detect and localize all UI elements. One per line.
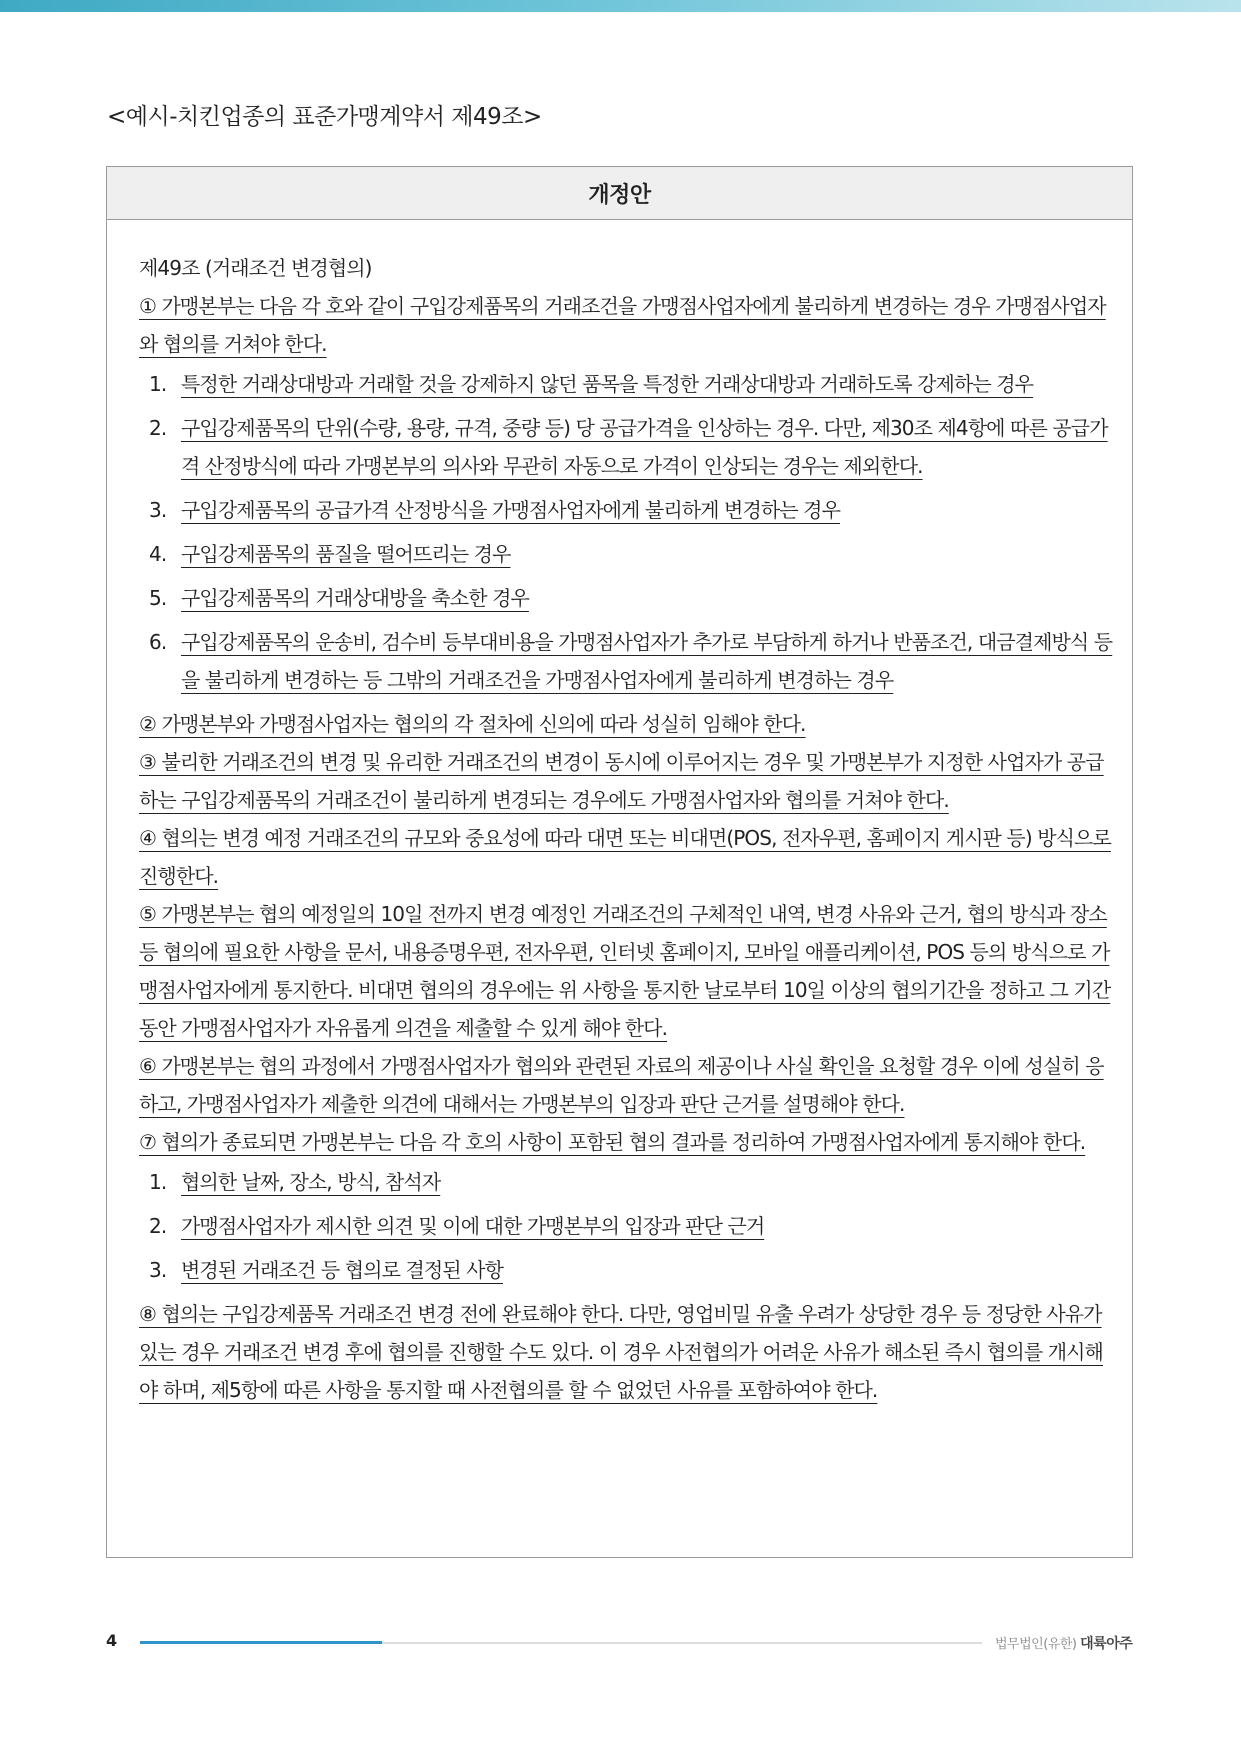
footer-divider-accent bbox=[140, 1641, 382, 1644]
top-decorative-band bbox=[0, 0, 1241, 12]
table-header: 개정안 bbox=[107, 167, 1132, 220]
article-title: 제49조 (거래조건 변경협의) bbox=[139, 256, 372, 280]
firm-name: 대륙아주 bbox=[1080, 1636, 1133, 1652]
page-number: 4 bbox=[106, 1631, 118, 1650]
list-item: 2. 구입강제품목의 단위(수량, 용량, 규격, 중량 등) 당 공급가격을 인상하는 경우. 다만, 제30조 제4항에 따른 공급가격 산정방식에 따라 가맹본부의 의사와 무관히 자동으로 가격이 인상되는 경우는 제외한다. bbox=[149, 416, 1108, 478]
paragraph-5: ⑤ 가맹본부는 협의 예정일의 10일 전까지 변경 예정인 거래조건의 구체적인 내역, 변경 사유와 근거, 협의 방식과 장소 등 협의에 필요한 사항을 문서, 내용증명우편, 전자우편, 인터넷 홈페이지, 모바일 애플리케이션, POS 등의 방식으로 가맹점사업자에게 통지한다. 비대면 협의의 경우에는 위 사항을 통지한 날로부터 10일 이상의 협의기간을 정하고 그 기간동안 가맹점사업자가 자유롭게 의견을 제출할 수 있게 해야 한다. bbox=[139, 902, 1111, 1040]
paragraph-1: ① 가맹본부는 다음 각 호와 같이 구입강제품목의 거래조건을 가맹점사업자에게 불리하게 변경하는 경우 가맹점사업자와 협의를 거쳐야 한다. bbox=[139, 294, 1106, 356]
list-item: 1. 특정한 거래상대방과 거래할 것을 강제하지 않던 품목을 특정한 거래상대방과 거래하도록 강제하는 경우 bbox=[149, 372, 1034, 396]
list-item: 6. 구입강제품목의 운송비, 검수비 등부대비용을 가맹점사업자가 추가로 부담하게 하거나 반품조건, 대금결제방식 등을 불리하게 변경하는 등 그밖의 거래조건을 가맹점사업자에게 불리하게 변경하는 경우 bbox=[149, 630, 1113, 692]
list-item: 2. 가맹점사업자가 제시한 의견 및 이에 대한 가맹본부의 입장과 판단 근거 bbox=[149, 1214, 765, 1238]
firm-prefix: 법무법인(유한) bbox=[995, 1637, 1077, 1652]
document-caption: <예시-치킨업종의 표준가맹계약서 제49조> bbox=[107, 104, 542, 130]
list-item: 3. 변경된 거래조건 등 협의로 결정된 사항 bbox=[149, 1258, 504, 1282]
footer-brand bbox=[995, 1633, 1132, 1653]
paragraph-7: ⑦ 협의가 종료되면 가맹본부는 다음 각 호의 사항이 포함된 협의 결과를 정리하여 가맹점사업자에게 통지해야 한다. bbox=[139, 1130, 1086, 1154]
paragraph-4: ④ 협의는 변경 예정 거래조건의 규모와 중요성에 따라 대면 또는 비대면(POS, 전자우편, 홈페이지 게시판 등) 방식으로 진행한다. bbox=[139, 826, 1111, 888]
list-item: 5. 구입강제품목의 거래상대방을 축소한 경우 bbox=[149, 586, 529, 610]
list-item: 3. 구입강제품목의 공급가격 산정방식을 가맹점사업자에게 불리하게 변경하는 경우 bbox=[149, 498, 841, 522]
paragraph-6: ⑥ 가맹본부는 협의 과정에서 가맹점사업자가 협의와 관련된 자료의 제공이나 사실 확인을 요청할 경우 이에 성실히 응하고, 가맹점사업자가 제출한 의견에 대해서는 가맹본부의 입장과 판단 근거를 설명해야 한다. bbox=[139, 1054, 1104, 1116]
paragraph-8: ⑧ 협의는 구입강제품목 거래조건 변경 전에 완료해야 한다. 다만, 영업비밀 유출 우려가 상당한 경우 등 정당한 사유가 있는 경우 거래조건 변경 후에 협의를 진행할 수도 있다. 이 경우 사전협의가 어려운 사유가 해소된 즉시 협의를 개시해야 하며, 제5항에 따른 사항을 통지할 때 사전협의를 할 수 없었던 사유를 포함하여야 한다. bbox=[139, 1302, 1103, 1402]
amendment-table bbox=[106, 166, 1133, 1558]
list-item: 4. 구입강제품목의 품질을 떨어뜨리는 경우 bbox=[149, 542, 511, 566]
paragraph-3: ③ 불리한 거래조건의 변경 및 유리한 거래조건의 변경이 동시에 이루어지는 경우 및 가맹본부가 지정한 사업자가 공급하는 구입강제품목의 거래조건이 불리하게 변경되는 경우에도 가맹점사업자와 협의를 거쳐야 한다. bbox=[139, 750, 1104, 812]
list-item: 1. 협의한 날짜, 장소, 방식, 참석자 bbox=[149, 1170, 441, 1194]
table-content bbox=[139, 249, 1117, 1409]
paragraph-2: ② 가맹본부와 가맹점사업자는 협의의 각 절차에 신의에 따라 성실히 임해야 한다. bbox=[139, 712, 806, 736]
